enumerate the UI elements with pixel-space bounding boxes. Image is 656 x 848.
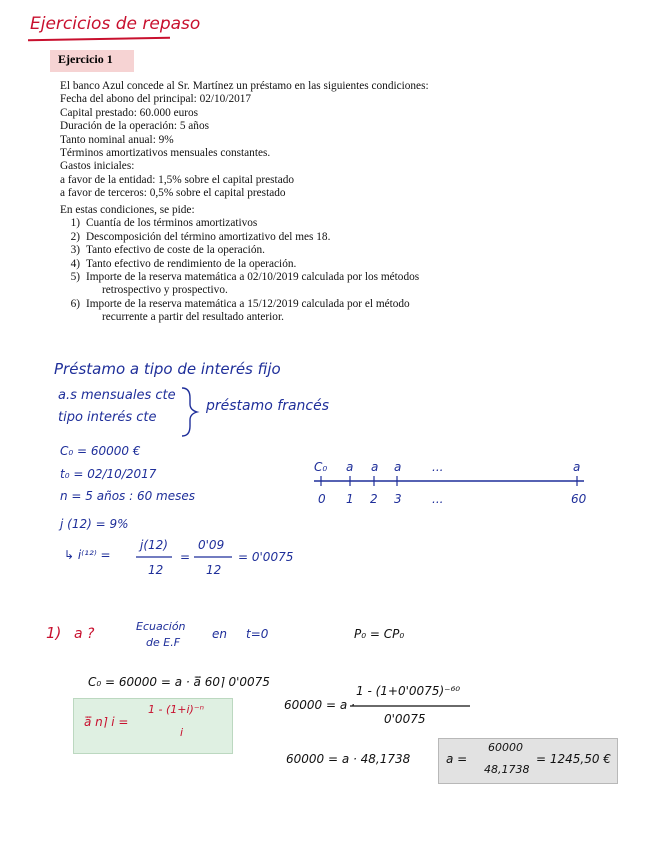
question-item: 5) Importe de la reserva matemática a 02/10/2019 calculada por los métodos — [70, 271, 420, 284]
question-continuation: recurrente a partir del resultado anterior. — [102, 311, 284, 324]
note-i12-lhs: ↳ i⁽¹²⁾ = — [64, 548, 111, 562]
note-i12-num2: 0'09 — [198, 538, 225, 552]
note-line-3: tipo interés cte — [58, 410, 157, 425]
statement-line: Duración de la operación: 5 años — [60, 120, 209, 133]
part1-question: a ? — [74, 626, 95, 642]
timeline-bottom-label: 1 — [346, 492, 354, 506]
statement-line: El banco Azul concede al Sr. Martínez un préstamo en las siguientes condiciones: — [60, 80, 429, 92]
note-i12-den: 12 — [148, 563, 164, 577]
part1-de-ef: de E.F — [146, 636, 181, 649]
eq2-num: 1 - (1+0'0075)⁻⁶⁰ — [356, 684, 461, 698]
note-i12-result: = 0'0075 — [238, 550, 294, 564]
statement-line: Tanto nominal anual: 9% — [60, 133, 174, 146]
timeline-bottom-label: 0 — [318, 492, 326, 506]
curly-brace — [182, 388, 197, 436]
eq3: 60000 = a · 48,1738 — [286, 752, 411, 766]
brace-label: préstamo francés — [206, 398, 330, 414]
note-j12: j (12) = 9% — [60, 517, 129, 531]
note-eq: = — [180, 550, 191, 564]
statement-line: Fecha del abono del principal: 02/10/2017 — [60, 93, 252, 106]
timeline-top-label: a — [394, 460, 402, 474]
question-item: 1) Cuantía de los términos amortizativos — [70, 217, 258, 230]
part1-ecuacion: Ecuación — [136, 620, 186, 633]
note-t0: t₀ = 02/10/2017 — [60, 467, 157, 481]
result-den: 48,1738 — [484, 763, 530, 776]
question-item: 6) Importe de la reserva matemática a 15/12/2019 calculada por el método — [70, 297, 410, 310]
part1-t0: t=0 — [246, 627, 269, 641]
eq2-den: 0'0075 — [384, 712, 426, 726]
question-continuation: retrospectivo y prospectivo. — [102, 284, 228, 297]
ask-intro: En estas condiciones, se pide: — [60, 204, 195, 216]
exercise-label: Ejercicio 1 — [58, 52, 113, 66]
result-value: = 1245,50 € — [536, 752, 611, 766]
page-title: Ejercicios de repaso — [30, 14, 201, 34]
question-item: 2) Descomposición del término amortizativo del mes 18. — [70, 230, 331, 243]
note-i12-den2: 12 — [206, 563, 222, 577]
timeline-bottom-label: 60 — [571, 492, 587, 506]
note-i12-num: j(12) — [140, 538, 168, 552]
eq-c0: C₀ = 60000 = a · ä̅ 60⌉ 0'0075 — [88, 675, 270, 689]
annuity-lhs: ä̅ n⌉ i = — [84, 715, 129, 729]
result-num: 60000 — [488, 741, 523, 754]
timeline-top-label: ... — [432, 460, 444, 474]
question-item: 3) Tanto efectivo de coste de la operación. — [70, 244, 265, 257]
timeline-bottom-label: 3 — [394, 492, 402, 506]
result-lhs: a = — [446, 752, 468, 766]
statement-line: Términos amortizativos mensuales constantes. — [60, 147, 271, 160]
part1-en: en — [212, 627, 227, 641]
question-item: 4) Tanto efectivo de rendimiento de la operación. — [70, 257, 297, 270]
timeline-top-label: C₀ — [314, 460, 328, 474]
note-line-1: Préstamo a tipo de interés fijo — [54, 360, 281, 378]
statement-line: a favor de terceros: 0,5% sobre el capital prestado — [60, 187, 286, 200]
eq2-lhs: 60000 = a · — [284, 698, 355, 712]
timeline-top-label: a — [346, 460, 354, 474]
note-n: n = 5 años : 60 meses — [60, 489, 196, 503]
note-line-2: a.s mensuales cte — [58, 388, 176, 403]
timeline-bottom-label: ... — [432, 492, 444, 506]
annuity-den: i — [180, 726, 184, 739]
note-c0: C₀ = 60000 € — [60, 444, 141, 458]
statement-line: Capital prestado: 60.000 euros — [60, 106, 199, 119]
timeline-bottom-label: 2 — [370, 492, 378, 506]
timeline-top-label: a — [371, 460, 379, 474]
statement-line: a favor de la entidad: 1,5% sobre el capital prestado — [60, 173, 295, 186]
part1-po: P₀ = CP₀ — [354, 627, 405, 641]
statement-line: Gastos iniciales: — [60, 160, 135, 173]
timeline-top-label: a — [573, 460, 581, 474]
part1-label: 1) — [46, 624, 62, 642]
annuity-num: 1 - (1+i)⁻ⁿ — [148, 703, 205, 716]
